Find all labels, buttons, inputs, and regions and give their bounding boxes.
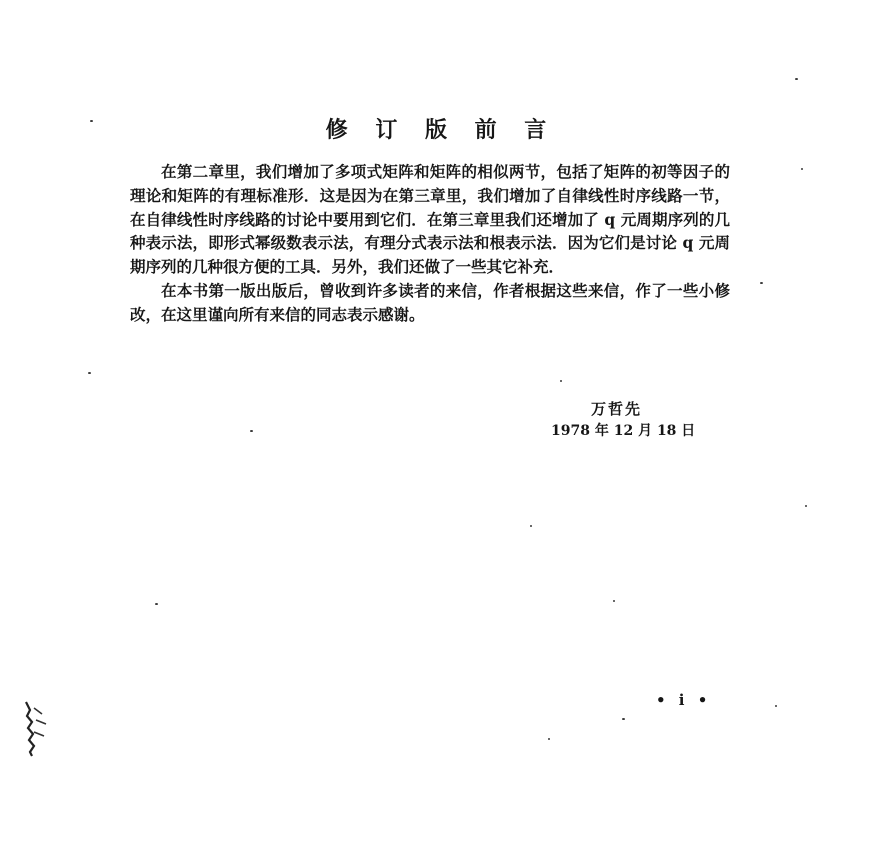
scan-speck [760, 282, 763, 284]
scan-speck [250, 430, 253, 432]
preface-paragraph-2: 在本书第一版出版后，曾收到许多读者的来信，作者根据这些来信，作了一些小修改，在这里谨向所有来信的同志表示感谢。 [130, 280, 730, 324]
scan-speck [805, 505, 807, 507]
scan-speck [155, 603, 158, 605]
page-number: • i • [656, 691, 712, 709]
preface-body [130, 160, 730, 327]
scan-speck [801, 168, 803, 170]
scan-speck [795, 78, 798, 80]
scan-speck [88, 372, 91, 374]
scan-speck [548, 738, 550, 740]
scan-speck [622, 718, 625, 720]
page-title: 修 订 版 前 言 [325, 117, 557, 143]
scan-speck [560, 380, 562, 382]
scan-speck [613, 600, 615, 602]
author-signature: 万哲先 [591, 400, 643, 418]
scan-speck [530, 525, 532, 527]
preface-date: 1978 年 12 月 18 日 [551, 423, 696, 439]
preface-paragraph-1: 在第二章里，我们增加了多项式矩阵和矩阵的相似两节，包括了矩阵的初等因子的理论和矩阵的有理标准形．这是因为在第三章里，我们增加了自律线性时序线路一节，在自律线性时序线路的讨论中要用到它们．在第三章里我们还增加了 q 元周期序列的几种表示法，即形式幂级数表示法，有理分式表示法和根表示法．因为它们是讨论 q 元周期序列的几种很方便的工具．另外，我们还做了一些其它补充． [130, 162, 730, 277]
binding-edge-mark [18, 700, 52, 758]
scan-speck [775, 705, 777, 707]
scan-speck [90, 120, 93, 122]
